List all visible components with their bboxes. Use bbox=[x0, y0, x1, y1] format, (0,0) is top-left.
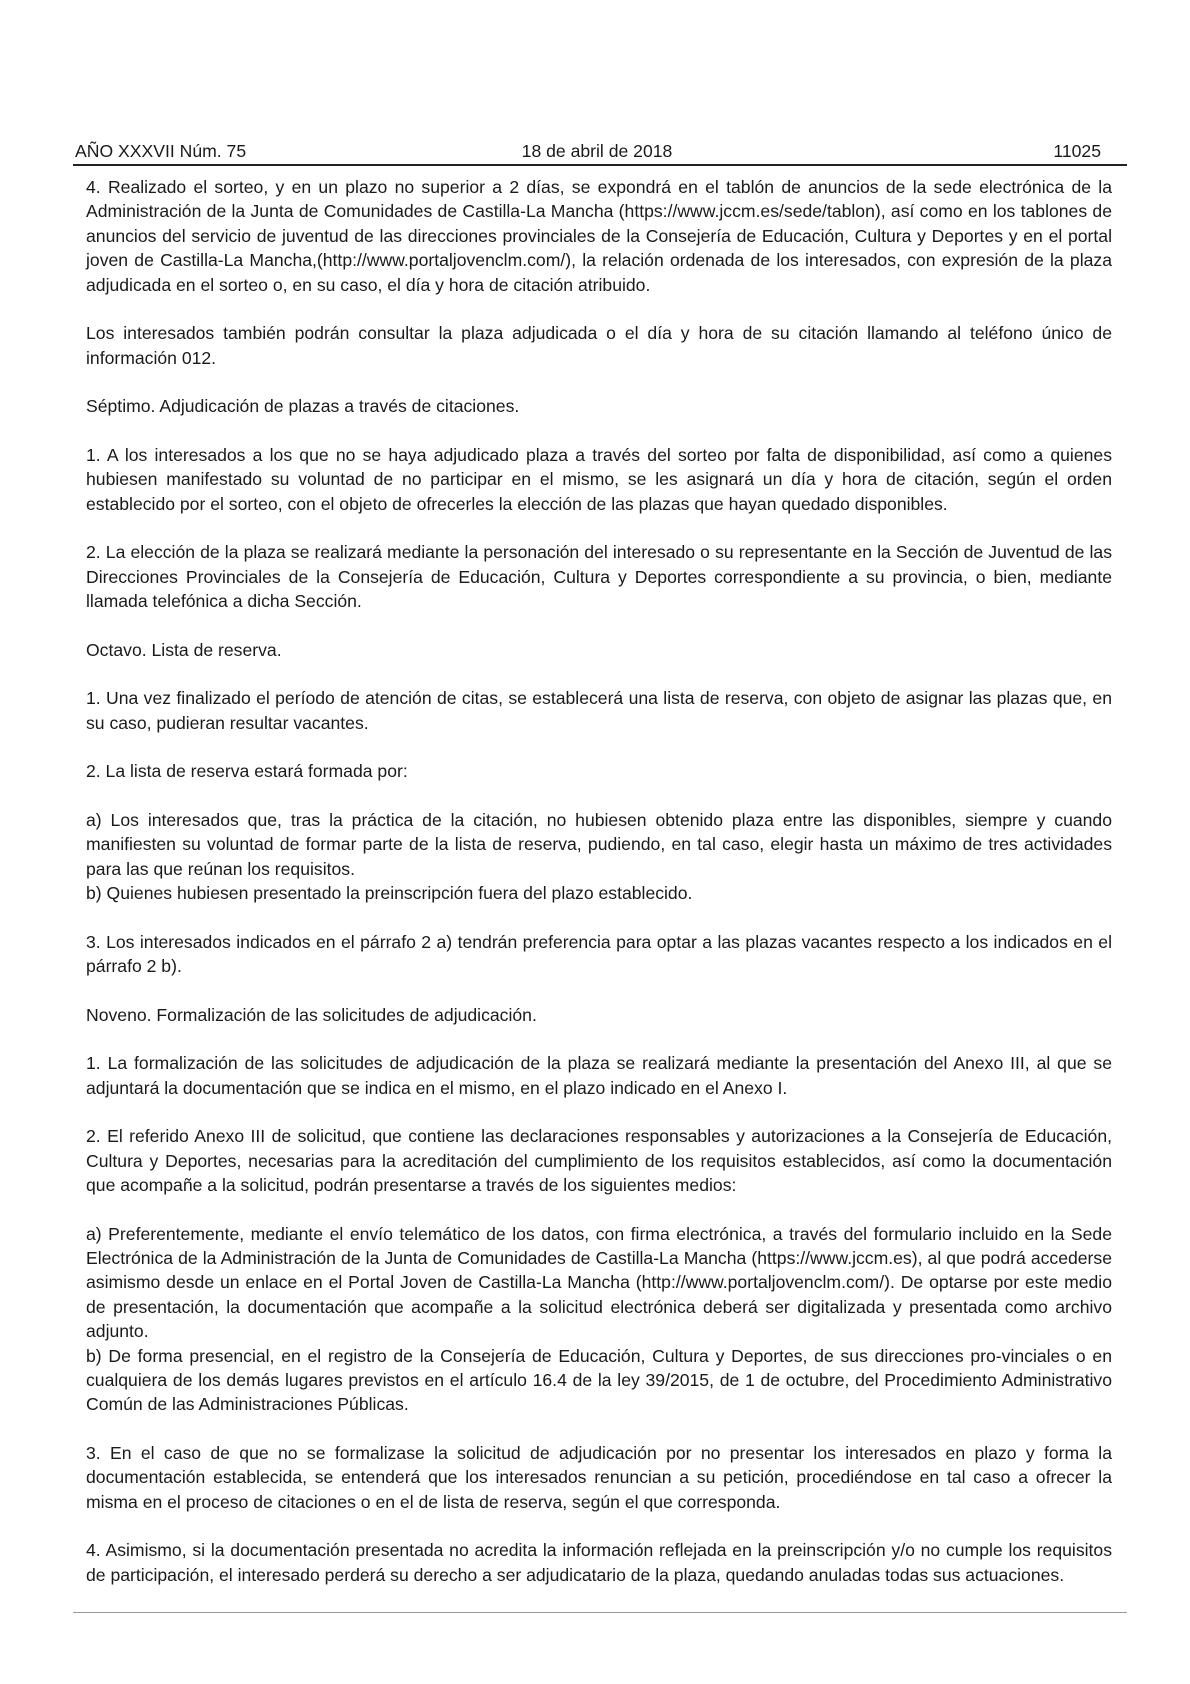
paragraph-noveno-3: 3. En el caso de que no se formalizase la solicitud de adjudicación por no presentar los interesados en plazo y forma la documentación establecida, se entenderá que los interesados renuncian a su petición, procediéndose en tal caso a ofrecer la misma en el proceso de citaciones o en el de lista de reserva, según el que corresponda. bbox=[86, 1443, 1112, 1512]
page-header bbox=[75, 138, 1111, 164]
publication-date: 18 de abril de 2018 bbox=[521, 141, 673, 161]
paragraph-consulta-012: Los interesados también podrán consultar la plaza adjudicada o el día y hora de su citación llamando al teléfono único de información 012. bbox=[86, 323, 1112, 368]
section-heading-septimo: Séptimo. Adjudicación de plazas a través de citaciones. bbox=[86, 396, 520, 417]
document-body bbox=[86, 175, 1112, 1587]
page-number: 11025 bbox=[1053, 141, 1101, 161]
paragraph-septimo-2: 2. La elección de la plaza se realizará mediante la personación del interesado o su representante en la Sección de Juventud de las Direcciones Provinciales de la Consejería de Educación, Cultura y Deportes correspondiente a su provincia, o bien, mediante llamada telefónica a dicha Sección. bbox=[86, 542, 1112, 612]
paragraph-noveno-2: 2. El referido Anexo III de solicitud, que contiene las declaraciones responsables y autorizaciones a la Consejería de Educación, Cultura y Deportes, necesarias para la acreditación del cumplimiento de los requisitos establecidos, así como la documentación que acompañe a la solicitud, podrán presentarse a través de los siguientes medios: bbox=[86, 1126, 1112, 1196]
paragraph-octavo-1: 1. Una vez finalizado el período de atención de citas, se establecerá una lista de reserva, con objeto de asignar las plazas que, en su caso, pudieran resultar vacantes. bbox=[86, 688, 1112, 733]
paragraph-octavo-2a: a) Los interesados que, tras la práctica de la citación, no hubiesen obtenido plaza entre las disponibles, siempre y cuando manifiesten su voluntad de formar parte de la lista de reserva, pudiendo, en tal caso, elegir hasta un máximo de tres actividades para las que reúnan los requisitos. bbox=[86, 809, 1112, 879]
section-heading-octavo: Octavo. Lista de reserva. bbox=[86, 639, 282, 660]
paragraph-octavo-2: 2. La lista de reserva estará formada por: bbox=[86, 761, 408, 782]
paragraph-noveno-2a: a) Preferentemente, mediante el envío telemático de los datos, con firma electrónica, a través del formulario incluido en la Sede Electrónica de la Administración de la Junta de Comunidades de Castilla-La Mancha (https://www.jccm.es), al que podrá accederse asimismo desde un enlace en el Portal Joven de Castilla-La Mancha (http://www.portaljovenclm.com/). De optarse por este medio de presentación, la documentación que acompañe a la solicitud electrónica deberá ser digitalizada y presentada como archivo adjunto. bbox=[86, 1223, 1112, 1342]
section-heading-noveno: Noveno. Formalización de las solicitudes de adjudicación. bbox=[86, 1004, 537, 1025]
paragraph-septimo-1: 1. A los interesados a los que no se haya adjudicado plaza a través del sorteo por falta de disponibilidad, así como a quienes hubiesen manifestado su voluntad de no participar en el mismo, se les asignará un día y hora de citación, según el orden establecido por el sorteo, con el objeto de ofrecerles la elección de las plazas que hayan quedado disponibles. bbox=[86, 444, 1112, 514]
paragraph-sorteo-exposicion: 4. Realizado el sorteo, y en un plazo no superior a 2 días, se expondrá en el tablón de anuncios de la sede electrónica de la Administración de la Junta de Comunidades de Castilla-La Mancha (https://www.jccm.es/sede/tablon), así como en los tablones de anuncios del servicio de juventud de las direcciones provinciales de la Consejería de Educación, Cultura y Deportes y en el portal joven de Castilla-La Mancha,(http://www.portaljovenclm.com/), la relación ordenada de los interesados, con expresión de la plaza adjudicada en el sorteo o, en su caso, el día y hora de citación atribuido. bbox=[86, 177, 1112, 295]
journal-issue: AÑO XXXVII Núm. 75 bbox=[75, 141, 247, 161]
footer-rule bbox=[73, 1612, 1127, 1613]
paragraph-noveno-1: 1. La formalización de las solicitudes de adjudicación de la plaza se realizará mediante la presentación del Anexo III, al que se adjuntará la documentación que se indica en el mismo, en el plazo indicado en el Anexo I. bbox=[86, 1053, 1112, 1098]
paragraph-octavo-2b: b) Quienes hubiesen presentado la preinscripción fuera del plazo establecido. bbox=[86, 883, 693, 904]
paragraph-noveno-4: 4. Asimismo, si la documentación presentada no acredita la información reflejada en la preinscripción y/o no cumple los requisitos de participación, el interesado perderá su derecho a ser adjudicatario de la plaza, quedando anuladas todas sus actuaciones. bbox=[86, 1540, 1112, 1585]
paragraph-noveno-2b: b) De forma presencial, en el registro de la Consejería de Educación, Cultura y Deportes, de sus direcciones pro-vinciales o en cualquiera de los demás lugares previstos en el artículo 16.4 de la ley 39/2015, de 1 de octubre, del Procedimiento Administrativo Común de las Administraciones Públicas. bbox=[86, 1345, 1112, 1415]
paragraph-octavo-3: 3. Los interesados indicados en el párrafo 2 a) tendrán preferencia para optar a las plazas vacantes respecto a los indicados en el párrafo 2 b). bbox=[86, 931, 1112, 977]
header-rule bbox=[73, 164, 1127, 166]
